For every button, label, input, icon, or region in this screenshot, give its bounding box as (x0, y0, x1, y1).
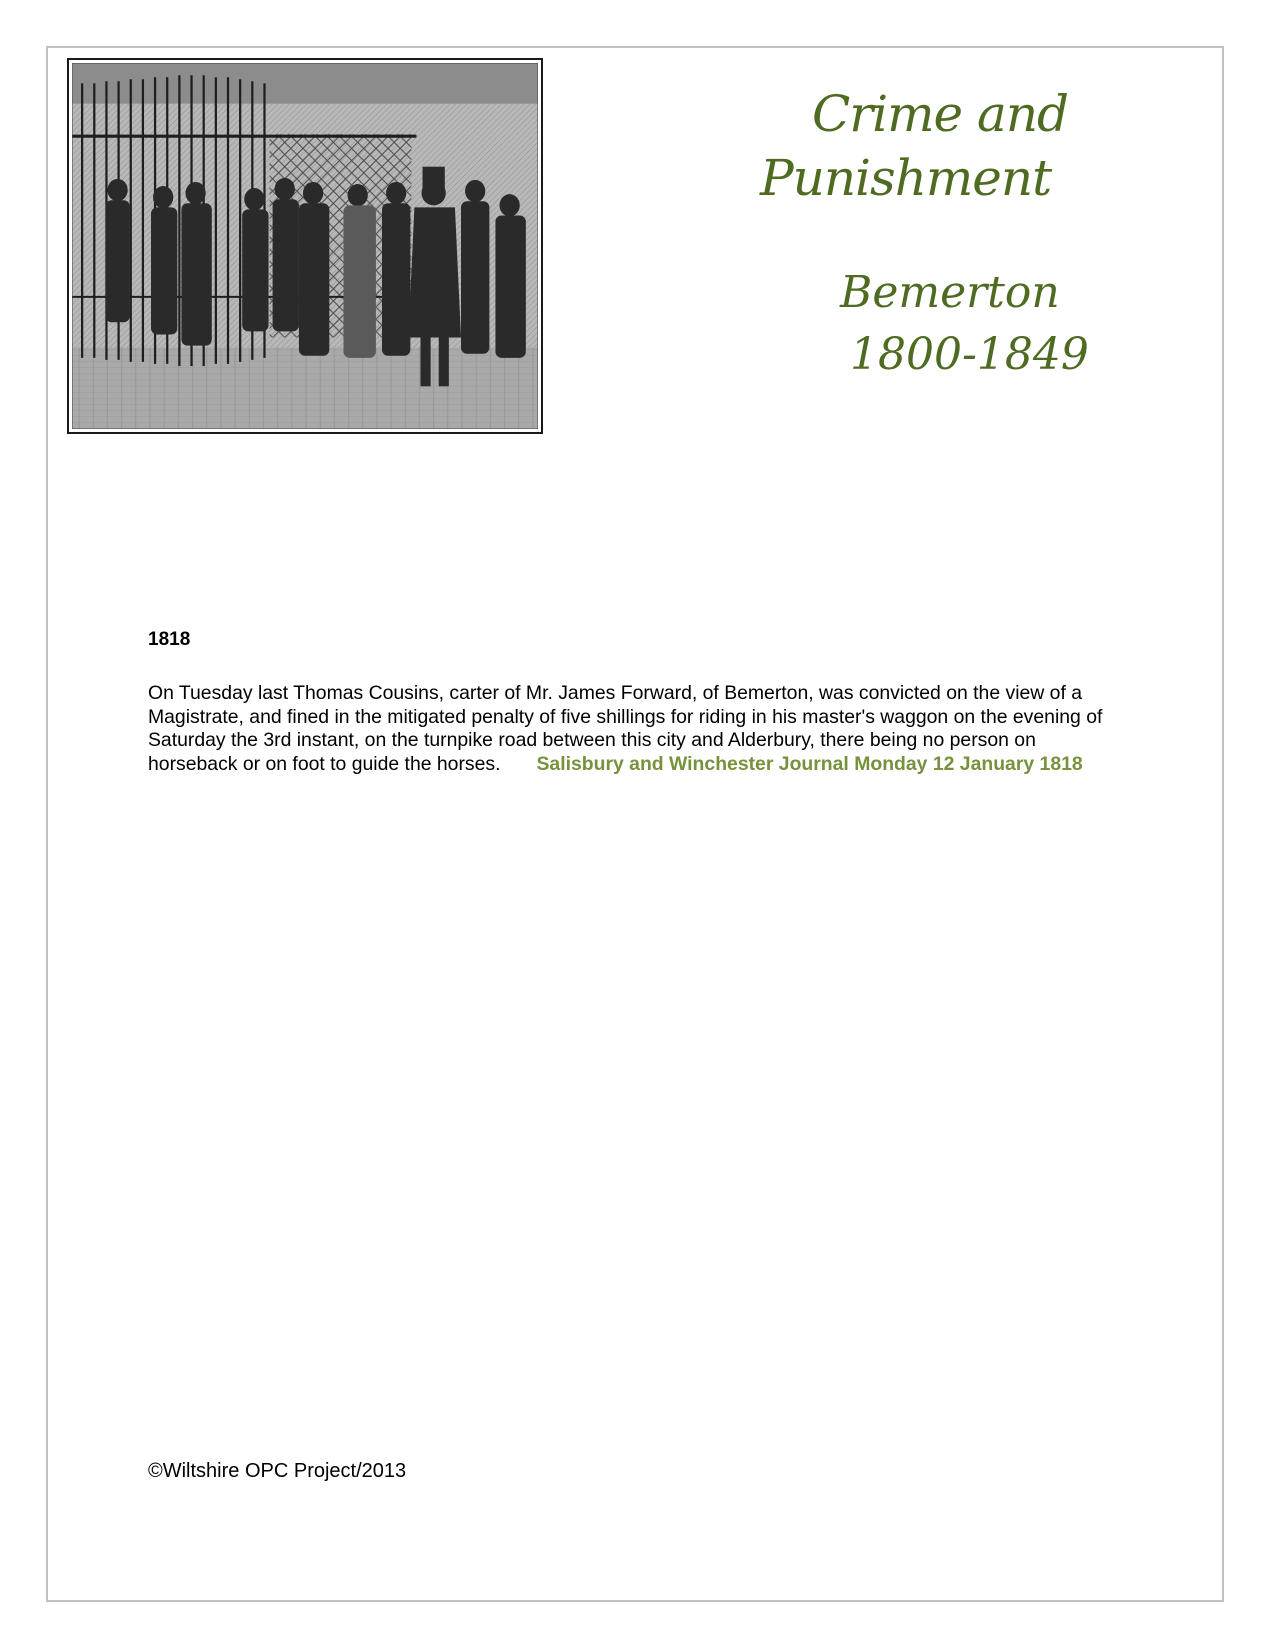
subtitle-years: 1800-1849 (850, 329, 1089, 380)
title-line-2: Punishment (760, 149, 1052, 207)
page-title (760, 82, 1140, 210)
engraving-image (72, 63, 538, 429)
entry-text: On Tuesday last Thomas Cousins, carter of Mr. James Forward, of Bemerton, was convicted on the view of a Magistrate, and fined in the mitigated penalty of five shillings for riding in his master's waggon on the evening of Saturday the 3rd instant, on the turnpike road between this city and Alderbury, there being no person on horseback or on foot to guide the horses. (148, 682, 1103, 775)
title-line-1: Crime and (812, 85, 1069, 143)
prison-gate-engraving (67, 58, 543, 434)
copyright-footer: ©Wiltshire OPC Project/2013 (148, 1460, 407, 1482)
entry-source: Salisbury and Winchester Journal Monday 12 January 1818 (536, 752, 1083, 775)
page-subtitle (840, 262, 1140, 386)
entry-year-heading: 1818 (148, 629, 191, 650)
subtitle-place: Bemerton (840, 267, 1060, 318)
entry-article (148, 682, 1112, 776)
